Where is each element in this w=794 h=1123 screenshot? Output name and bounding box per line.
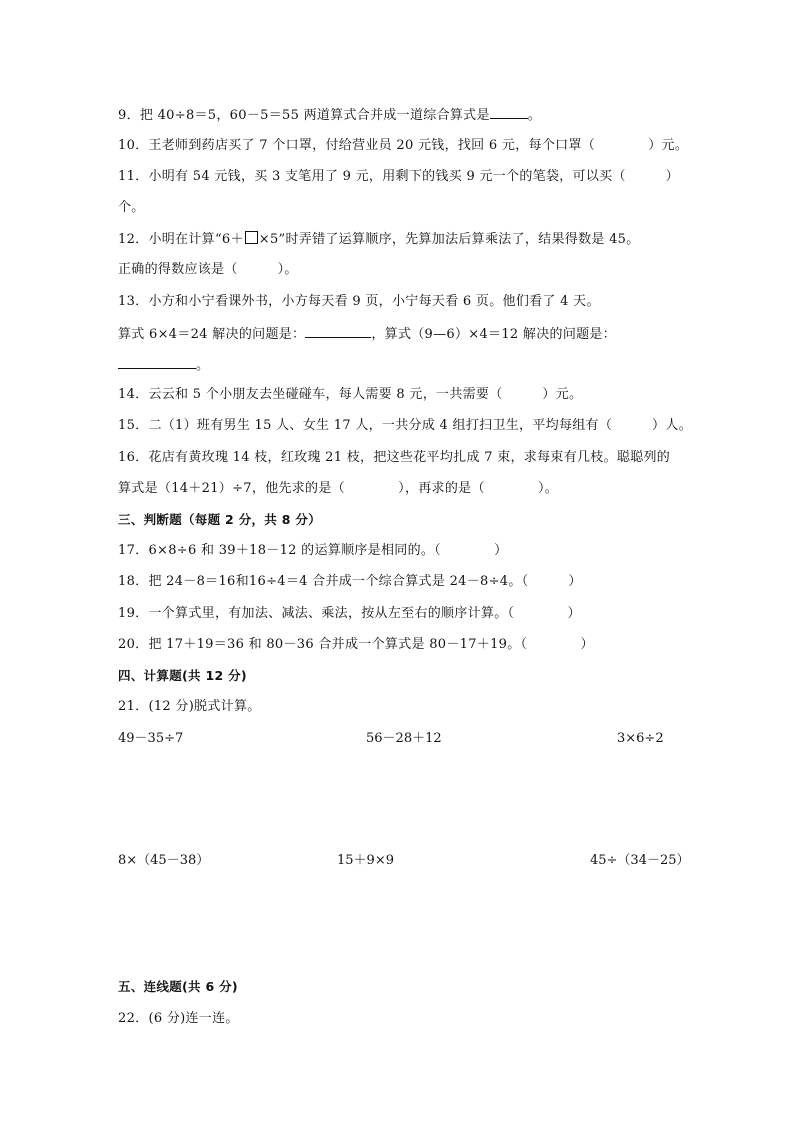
q12-line1 — [118, 231, 640, 248]
q9 — [118, 106, 541, 124]
calc-expr-2: 56－28＋12 — [366, 731, 442, 746]
q20: 20．把 17＋19＝36 和 80－36 合并成一个算式是 80－17＋19。（ ） — [118, 637, 594, 652]
q13-line2a: 算式 6×4＝24 解决的问题是： — [118, 327, 306, 342]
q9-answer-blank[interactable] — [490, 106, 528, 119]
calc-expr-5: 15＋9×9 — [337, 853, 394, 868]
calc-expr-4: 8×（45－38） — [118, 853, 210, 868]
q22: 22．(6 分)连一连。 — [118, 1011, 239, 1026]
q12-pre: 12．小明在计算“6＋ — [118, 232, 244, 247]
q13-line2b: ，算式（9—6）×4＝12 解决的问题是： — [371, 327, 617, 342]
q13-answer-blank-2[interactable] — [118, 356, 196, 369]
q13-answer-blank-1[interactable] — [305, 325, 371, 338]
q21: 21．(12 分)脱式计算。 — [118, 699, 261, 714]
q17: 17．6×8÷6 和 39＋18－12 的运算顺序是相同的。（ ） — [118, 543, 508, 558]
section3-title: 三、判断题（每题 2 分，共 8 分） — [118, 512, 322, 527]
q16-line2: 算式是（14＋21）÷7，他先求的是（ ），再求的是（ ）。 — [118, 481, 559, 496]
section4-title: 四、计算题(共 12 分) — [118, 668, 247, 683]
q15: 15．二（1）班有男生 15 人、女生 17 人，一共分成 4 组打扫卫生，平均每组有（ ）人。 — [118, 418, 692, 433]
q13-line3 — [118, 356, 209, 374]
q9-end: 。 — [527, 108, 542, 123]
q18: 18．把 24－8＝16和16÷4＝4 合并成一个综合算式是 24－8÷4。（ ） — [118, 574, 582, 589]
q19: 19．一个算式里，有加法、减法、乘法，按从左至右的顺序计算。（ ） — [118, 606, 581, 621]
q10: 10．王老师到药店买了 7 个口罩，付给营业员 20 元钱，找回 6 元，每个口罩（ ）元。 — [118, 138, 689, 153]
q16-line1: 16．花店有黄玫瑰 14 枝，红玫瑰 21 枝，把这些花平均扎成 7 束，求每束有几枝。聪聪列的 — [118, 450, 671, 465]
q12-line2: 正确的得数应该是（ ）。 — [118, 262, 298, 277]
calc-expr-6: 45÷（34－25） — [590, 853, 690, 868]
q12-post: ×5”时弄错了运算顺序，先算加法后算乘法了，结果得数是 45。 — [258, 232, 640, 247]
q13-line3-end: 。 — [196, 358, 210, 373]
section5-title: 五、连线题(共 6 分) — [118, 979, 238, 994]
calc-expr-1: 49－35÷7 — [118, 731, 184, 746]
q11-line1: 11．小明有 54 元钱，买 3 支笔用了 9 元，用剩下的钱买 9 元一个的笔袋，可以买（ ） — [118, 169, 679, 184]
q12-square-box — [245, 231, 258, 244]
q11-line2: 个。 — [118, 200, 145, 215]
q13-line1: 13．小方和小宁看课外书，小方每天看 9 页，小宁每天看 6 页。他们看了 4 天。 — [118, 294, 600, 309]
calc-expr-3: 3×6÷2 — [617, 731, 664, 746]
q13-line2 — [118, 325, 616, 343]
q14: 14．云云和 5 个小朋友去坐碰碰车，每人需要 8 元，一共需要（ ）元。 — [118, 387, 583, 402]
q9-text: 9．把 40÷8＝5，60－5＝55 两道算式合并成一道综合算式是 — [118, 108, 490, 123]
